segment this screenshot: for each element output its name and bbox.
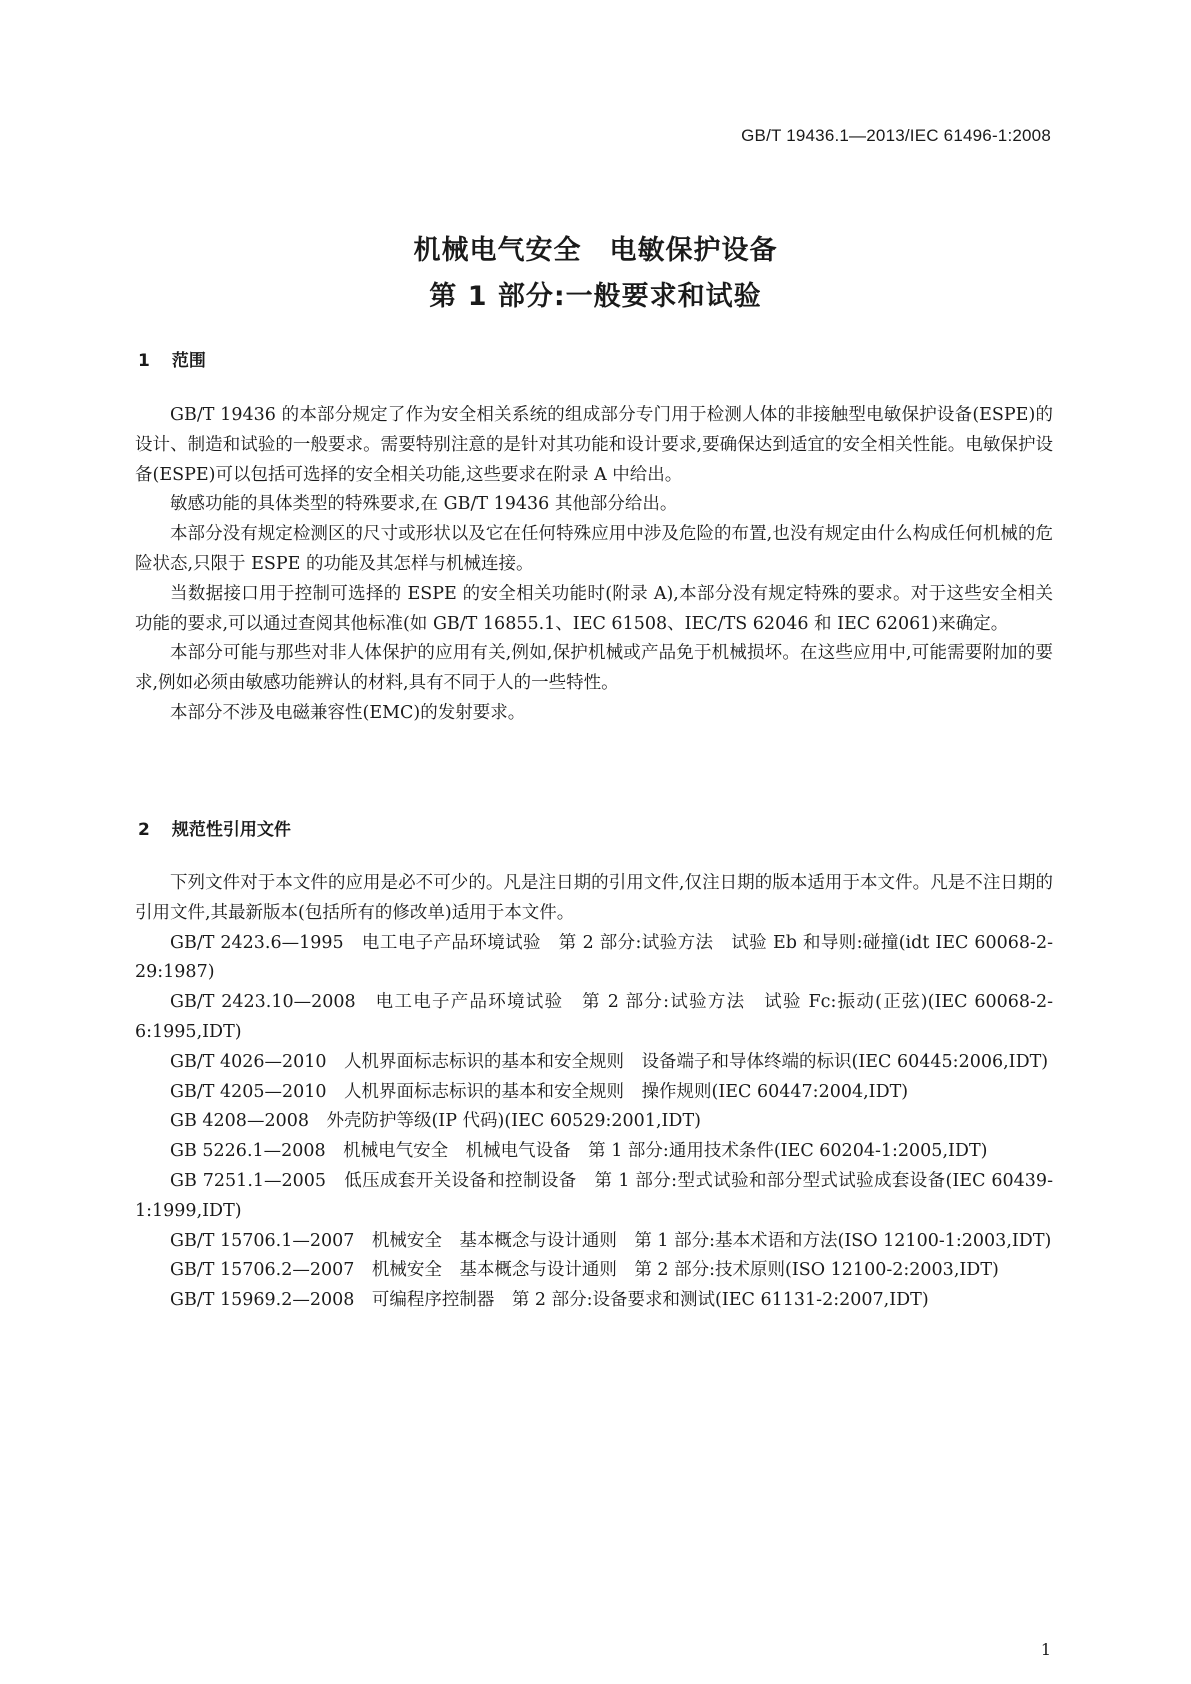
section-number: 2 <box>138 820 150 840</box>
reference-entry: GB/T 4205—2010 人机界面标志标识的基本和安全规则 操作规则(IEC 60447:2004,IDT) <box>170 1081 909 1102</box>
section-heading-normative-references <box>138 815 291 840</box>
document-title-line-2: 第 1 部分:一般要求和试验 <box>429 281 762 312</box>
reference-entry: GB/T 4026—2010 人机界面标志标识的基本和安全规则 设备端子和导体终端的标识(IEC 60445:2006,IDT) <box>170 1051 1049 1072</box>
reference-entry: GB/T 15706.2—2007 机械安全 基本概念与设计通则 第 2 部分:技术原则(ISO 12100-2:2003,IDT) <box>170 1260 999 1281</box>
document-title-line-1: 机械电气安全 电敏保护设备 <box>413 235 778 266</box>
standard-number: GB/T 19436.1—2013/IEC 61496-1:2008 <box>741 126 1051 145</box>
paragraph: 当数据接口用于控制可选择的 ESPE 的安全相关功能时(附录 A),本部分没有规定特殊的要求。对于这些安全相关功能的要求,可以通过查阅其他标准(如 GB/T 16855.1、IEC 61508、IEC/TS 62046 和 IEC 62061)来确定。 <box>135 583 1053 634</box>
reference-entry: GB/T 15706.1—2007 机械安全 基本概念与设计通则 第 1 部分:基本术语和方法(ISO 12100-1:2003,IDT) <box>170 1230 1052 1251</box>
section-number: 1 <box>138 351 150 371</box>
paragraph: 本部分不涉及电磁兼容性(EMC)的发射要求。 <box>170 702 526 723</box>
section-title: 范围 <box>171 351 206 371</box>
paragraph: GB/T 19436 的本部分规定了作为安全相关系统的组成部分专门用于检测人体的非接触型电敏保护设备(ESPE)的设计、制造和试验的一般要求。需要特别注意的是针对其功能和设计要求,要确保达到适宜的安全相关性能。电敏保护设备(ESPE)可以包括可选择的安全相关功能,这些要求在附录 A 中给出。 <box>135 405 1053 485</box>
paragraph: 本部分可能与那些对非人体保护的应用有关,例如,保护机械或产品免于机械损坏。在这些应用中,可能需要附加的要求,例如必须由敏感功能辨认的材料,具有不同于人的一些特性。 <box>135 643 1053 694</box>
reference-entry: GB/T 15969.2—2008 可编程序控制器 第 2 部分:设备要求和测试(IEC 61131-2:2007,IDT) <box>170 1290 929 1311</box>
reference-entry: GB/T 2423.10—2008 电工电子产品环境试验 第 2 部分:试验方法 试验 Fc:振动(正弦)(IEC 60068-2-6:1995,IDT) <box>135 992 1053 1042</box>
reference-entry: GB/T 2423.6—1995 电工电子产品环境试验 第 2 部分:试验方法 试验 Eb 和导则:碰撞(idt IEC 60068-2-29:1987) <box>135 932 1053 983</box>
paragraph: 本部分没有规定检测区的尺寸或形状以及它在任何特殊应用中涉及危险的布置,也没有规定由什么构成任何机械的危险状态,只限于 ESPE 的功能及其怎样与机械连接。 <box>135 524 1053 574</box>
normative-references-body <box>135 869 1053 1316</box>
paragraph: 下列文件对于本文件的应用是必不可少的。凡是注日期的引用文件,仅注日期的版本适用于本文件。凡是不注日期的引用文件,其最新版本(包括所有的修改单)适用于本文件。 <box>135 873 1053 923</box>
section-title: 规范性引用文件 <box>171 820 291 840</box>
section-heading-scope <box>138 346 206 371</box>
reference-entry: GB 7251.1—2005 低压成套开关设备和控制设备 第 1 部分:型式试验和部分型式试验成套设备(IEC 60439-1:1999,IDT) <box>135 1170 1053 1221</box>
reference-entry: GB 5226.1—2008 机械电气安全 机械电气设备 第 1 部分:通用技术条件(IEC 60204-1:2005,IDT) <box>170 1141 988 1162</box>
paragraph: 敏感功能的具体类型的特殊要求,在 GB/T 19436 其他部分给出。 <box>170 494 678 515</box>
page-number: 1 <box>1040 1640 1051 1659</box>
scope-body <box>135 401 1053 729</box>
reference-entry: GB 4208—2008 外壳防护等级(IP 代码)(IEC 60529:2001,IDT) <box>170 1111 701 1132</box>
